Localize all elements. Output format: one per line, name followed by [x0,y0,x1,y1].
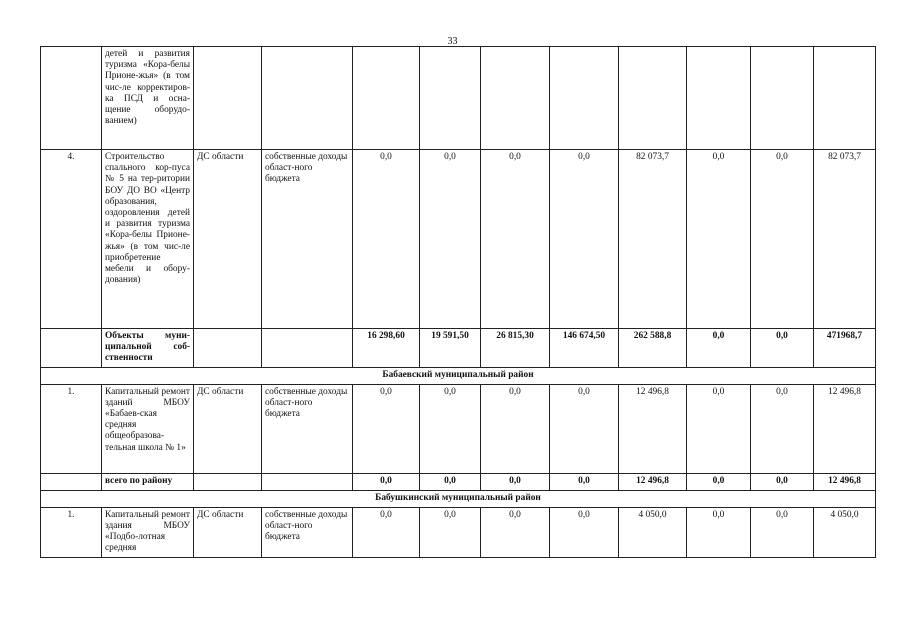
row-total: 12 496,8 [814,384,876,473]
row-total: 82 073,7 [814,150,876,329]
row-value-1: 0,0 [353,150,420,329]
row-value-2: 0,0 [420,473,481,490]
row-value-7: 0,0 [751,384,814,473]
row-description: Капитальный ремонт здания МБОУ «Подбо-лотная средняя [102,507,194,557]
row-value-3: 0,0 [481,384,550,473]
row-value-5: 4 050,0 [619,507,687,557]
row-value-7: 0,0 [751,329,814,368]
row-total: 471968,7 [814,329,876,368]
section-header-row [41,490,876,507]
row-value-5: 12 496,8 [619,473,687,490]
row-value-2 [420,47,481,150]
budget-table [40,46,876,558]
row-value-6: 0,0 [687,384,751,473]
table-row [41,329,876,368]
row-value-1: 0,0 [353,473,420,490]
row-source: собственные доходы област-ного бюджета [262,507,353,557]
section-header-row [41,367,876,384]
row-customer [194,473,262,490]
row-value-7: 0,0 [751,507,814,557]
row-description: детей и развития туризма «Кора-белы Прионе-жья» (в том чис-ле корректиров-ка ПСД и осна-щение оборудо-ванием) [102,47,194,150]
row-value-5: 12 496,8 [619,384,687,473]
row-source [262,329,353,368]
row-value-5: 262 588,8 [619,329,687,368]
row-value-6 [687,47,751,150]
row-value-7 [751,47,814,150]
table-row [41,150,876,329]
row-value-6: 0,0 [687,507,751,557]
table-row [41,47,876,150]
row-index: 4. [41,150,102,329]
row-description: Строительство спального кор-пуса № 5 на тер-ритории БОУ ДО ВО «Центр образования, оздоровления детей и развития туризма «Кора-белы Прионе-жья» (в том чис-ле приобретение мебели и обору-дования) [102,150,194,329]
row-index: 1. [41,507,102,557]
row-value-4: 0,0 [550,150,619,329]
row-customer [194,329,262,368]
row-customer: ДС области [194,150,262,329]
row-value-4 [550,47,619,150]
row-customer: ДС области [194,384,262,473]
row-value-3: 0,0 [481,473,550,490]
row-index [41,47,102,150]
row-total [814,47,876,150]
row-value-1: 0,0 [353,384,420,473]
row-value-1 [353,47,420,150]
row-value-2: 19 591,50 [420,329,481,368]
row-customer [194,47,262,150]
row-source [262,473,353,490]
row-index [41,329,102,368]
section-title: Бабушкинский муниципальный район [41,490,876,507]
row-value-1: 16 298,60 [353,329,420,368]
row-total: 12 496,8 [814,473,876,490]
row-total: 4 050,0 [814,507,876,557]
table-row [41,384,876,473]
row-value-4: 0,0 [550,507,619,557]
row-value-3: 0,0 [481,150,550,329]
row-value-7: 0,0 [751,150,814,329]
row-customer: ДС области [194,507,262,557]
row-index: 1. [41,384,102,473]
row-value-6: 0,0 [687,329,751,368]
page-number: 33 [447,36,458,47]
row-index [41,473,102,490]
row-value-5: 82 073,7 [619,150,687,329]
row-description: Капитальный ремонт зданий МБОУ «Бабаев-ская средняя общеобразова-тельная школа № 1» [102,384,194,473]
row-value-2: 0,0 [420,507,481,557]
row-value-1: 0,0 [353,507,420,557]
row-value-3: 0,0 [481,507,550,557]
row-source [262,47,353,150]
row-value-4: 146 674,50 [550,329,619,368]
table-row [41,507,876,557]
row-value-2: 0,0 [420,384,481,473]
row-description: Объекты муни-ципальной соб-ственности [102,329,194,368]
row-value-4: 0,0 [550,384,619,473]
section-title: Бабаевский муниципальный район [41,367,876,384]
district-total-row [41,473,876,490]
row-value-5 [619,47,687,150]
row-source: собственные доходы област-ного бюджета [262,384,353,473]
row-value-7: 0,0 [751,473,814,490]
row-value-3 [481,47,550,150]
row-value-3: 26 815,30 [481,329,550,368]
row-source: собственные доходы област-ного бюджета [262,150,353,329]
row-value-4: 0,0 [550,473,619,490]
row-description: всего по району [102,473,194,490]
row-value-6: 0,0 [687,473,751,490]
row-value-6: 0,0 [687,150,751,329]
row-value-2: 0,0 [420,150,481,329]
